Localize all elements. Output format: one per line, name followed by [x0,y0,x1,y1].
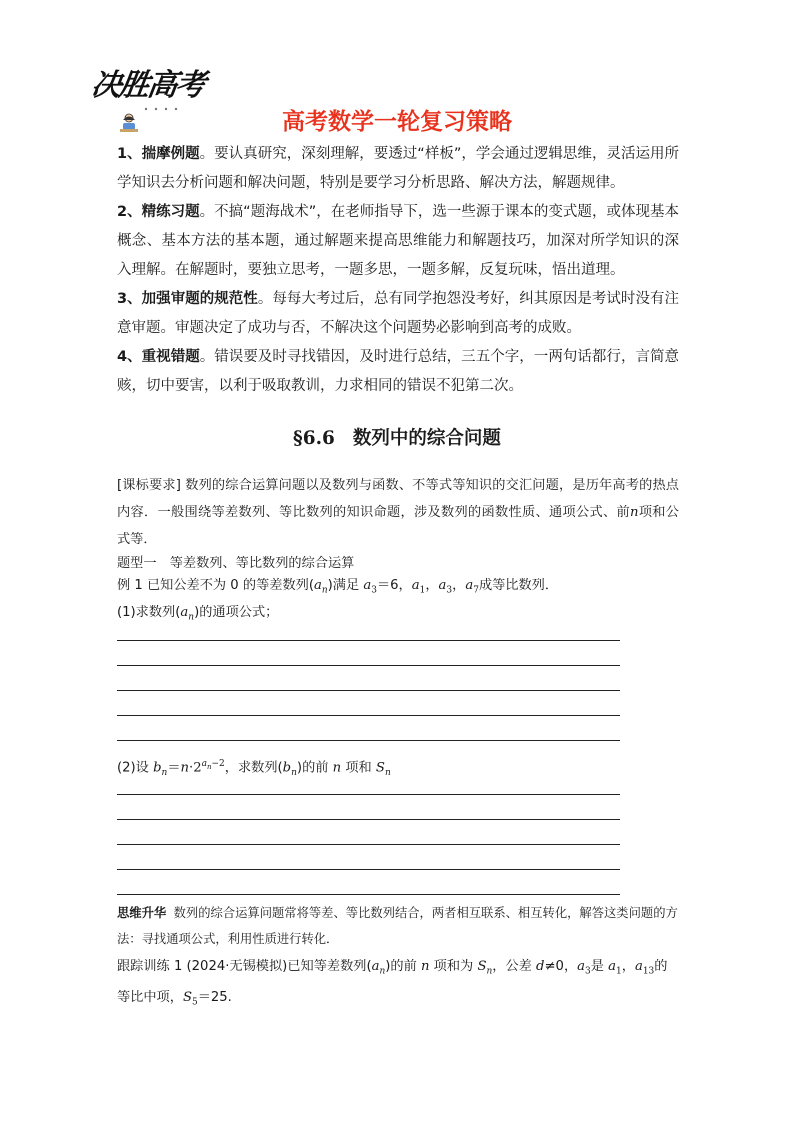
section-number: §6.6 [293,428,335,449]
strategy-item: 4、重视错题。错误要及时寻找错因，及时进行总结，三五个字，一两句话都行，言简意赅，切中要害，以利于吸取教训，力求相同的错误不犯第二次。 [117,349,680,394]
logo-brush-text: 决胜高考 [89,68,206,103]
follow-up-exercise: 跟踪训练 1 (2024·无锡模拟)已知等差数列$(a_n)$的前 n 项和为 $S_n$，公差 d≠0，$a_3$是 $a_1$，$a_{13}$的等比中项，$S_5=25$. [117,959,668,1008]
section-title [0,424,794,450]
question-type-heading: 题型一 等差数列、等比数列的综合运算 [117,556,355,571]
answer-line[interactable] [117,894,620,895]
answer-line[interactable] [117,794,620,795]
content [117,472,679,1016]
example-1: 例 1 已知公差不为 0 的等差数列$(a_n)$满足 $a_3=6$，$a_1$，$a_3$，$a_7$成等比数列． [117,578,559,596]
strategy-item: 3、加强审题的规范性。每每大考过后，总有同学抱怨没考好，纠其原因是考试时没有注意审题。审题决定了成功与否，不解决这个问题势必影响到高考的成败。 [117,291,680,336]
strategy-list [117,140,679,401]
answer-line[interactable] [117,715,620,716]
question-1: (1)求数列$(a_n)$的通项公式； [117,604,279,623]
strategy-heading: 重视错题 [141,349,200,365]
curriculum-requirement: [课标要求] 数列的综合运算问题以及数列与函数、不等式等知识的交汇问题，是历年高考的热点内容．一般围绕等差数列、等比数列的知识命题，涉及数列的函数性质、通项公式、前n项和公式等． [117,478,679,547]
answer-lines-q2 [117,794,679,895]
answer-line[interactable] [117,740,620,741]
answer-lines-q1 [117,640,679,741]
strategy-item: 1、揣摩例题。要认真研究，深刻理解，要透过“样板”，学会通过逻辑思维，灵活运用所学知识去分析问题和解决问题，特别是要学习分析思路、解决方法，解题规律。 [117,146,679,191]
strategy-heading: 揣摩例题 [141,146,200,162]
answer-line[interactable] [117,665,620,666]
strategy-heading: 精练习题 [141,204,200,220]
answer-line[interactable] [117,690,620,691]
section-name: 数列中的综合问题 [352,428,501,449]
strategy-item: 2、精练习题。不搞“题海战术”，在老师指导下，选一些源于课本的变式题，或体现基本概念、基本方法的基本题，通过解题来提高思维能力和解题技巧，加深对所学知识的深入理解。在解题时，要独立思考，一题多思，一题多解，反复玩味，悟出道理。 [117,204,679,278]
answer-line[interactable] [117,869,620,870]
answer-line[interactable] [117,640,620,641]
question-2: (2)设 $b_n=n\cdot 2^{a_n-2}$，求数列$(b_n)$的前 n 项和 $S_n$ [117,759,391,779]
thinking-summary: 思维升华 数列的综合运算问题常将等差、等比数列结合，两者相互联系、相互转化，解答这类问题的方法：寻找通项公式，利用性质进行转化． [117,906,678,947]
page-title: 高考数学一轮复习策略 [282,109,512,135]
strategy-heading: 加强审题的规范性 [141,291,258,307]
answer-line[interactable] [117,819,620,820]
answer-line[interactable] [117,844,620,845]
